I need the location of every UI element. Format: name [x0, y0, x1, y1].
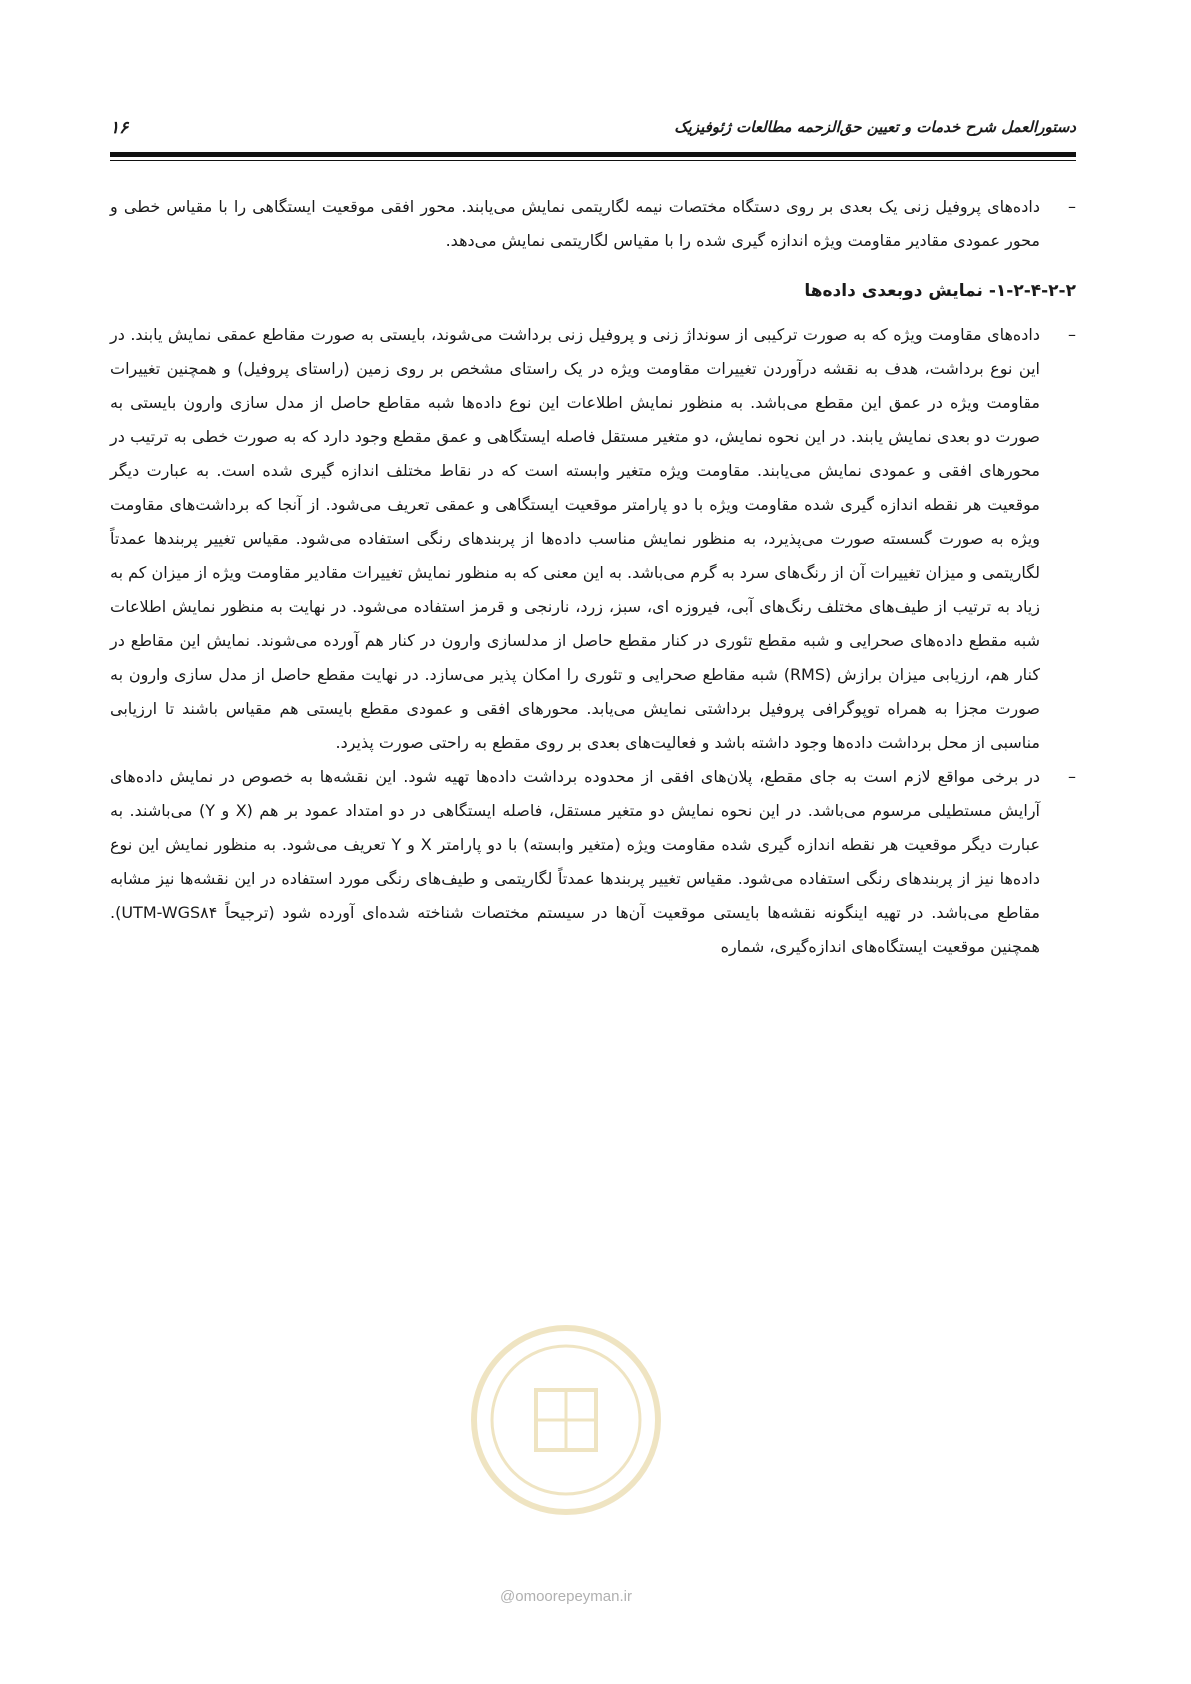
- paragraph-text: در برخی مواقع لازم است به جای مقطع، پلان‌های افقی از محدوده برداشت داده‌ها تهیه شود. این نقشه‌ها به خصوص در نمایش داده‌های آرایش مستطیلی مرسوم می‌باشد. در این نحوه نمایش دو متغیر مستقل، فاصله ایستگاهی در دو امتداد عمود بر هم (X و Y) می‌باشند. به عبارت دیگر موقعیت هر نقطه اندازه گیری شده مقاومت ویژه (متغیر وابسته) با دو پارامتر X و Y تعریف می‌شود. به منظور نمایش این نوع داده‌ها نیز از پربندهای رنگی استفاده می‌شود. مقیاس تغییر پربندها عمدتاً لگاریتمی و طیف‌های رنگی مورد استفاده در این نقشه‌ها نیز مشابه مقاطع می‌باشد. در تهیه اینگونه نقشه‌ها بایستی موقعیت آن‌ها در سیستم مختصات شناخته شده‌ای آورده شود (ترجیحاً UTM-WGS۸۴). همچنین موقعیت ایستگاه‌های اندازه‌گیری، شماره: [110, 767, 1040, 956]
- page-header: [110, 118, 1076, 148]
- bullet-paragraph-horizontal-plans: [110, 760, 1076, 964]
- paragraph-text: داده‌های پروفیل زنی یک بعدی بر روی دستگاه مختصات نیمه لگاریتمی نمایش می‌یابند. محور افقی موقعیت ایستگاهی را با مقیاس خطی و محور عمودی مقادیر مقاومت ویژه اندازه گیری شده را با مقیاس لگاریتمی نمایش می‌دهد.: [110, 197, 1040, 250]
- bullet-paragraph-2d-sections: [110, 318, 1076, 760]
- header-rule-thick: [110, 152, 1076, 157]
- bullet-dash: –: [1068, 197, 1076, 216]
- watermark-site: @omoorepeyman.ir: [500, 1588, 632, 1605]
- bullet-paragraph-1d-profiling: [110, 190, 1076, 258]
- page-number: ۱۶: [110, 118, 129, 138]
- paragraph-text: داده‌های مقاومت ویژه که به صورت ترکیبی از سونداژ زنی و پروفیل زنی برداشت می‌شوند، بایستی به صورت مقاطع عمقی نمایش یابند. در این نوع برداشت، هدف به نقشه درآوردن تغییرات مقاومت ویژه در یک راستای مشخص بر روی زمین (راستای پروفیل) و همچنین تغییرات مقاومت ویژه در عمق این مقطع می‌باشد. به منظور نمایش اطلاعات این نوع داده‌ها شبه مقاطع حاصل از مدل سازی وارون بایستی به صورت دو بعدی نمایش یابند. در این نحوه نمایش، دو متغیر مستقل فاصله ایستگاهی و عمق مقطع وجود دارد که به صورت خطی به ترتیب در محورهای افقی و عمودی نمایش می‌یابند. مقاومت ویژه متغیر وابسته است که در نقاط مختلف اندازه گیری شده است. به عبارت دیگر موقعیت هر نقطه اندازه گیری شده مقاومت ویژه با دو پارامتر موقعیت ایستگاهی و عمقی تعریف می‌شود. از آنجا که برداشت‌های مقاومت ویژه به صورت گسسته صورت می‌پذیرد، به منظور نمایش مناسب داده‌ها از پربندهای رنگی استفاده می‌شود. مقیاس تغییر پربندها عمدتاً لگاریتمی و میزان تغییرات آن از رنگ‌های سرد به گرم می‌باشد. به این معنی که به منظور نمایش تغییرات مقادیر مقاومت ویژه از میزان کم به زیاد به ترتیب از طیف‌های مختلف رنگ‌های آبی، فیروزه ای، سبز، زرد، نارنجی و قرمز استفاده می‌شود. در نهایت به منظور نمایش اطلاعات شبه مقطع داده‌های صحرایی و شبه مقطع تئوری در کنار مقطع حاصل از مدلسازی وارون در کنار هم آورده می‌شوند. نمایش این مقاطع در کنار هم، ارزیابی میزان برازش (RMS) شبه مقاطع صحرایی و تئوری را امکان پذیر می‌سازد. در نهایت مقطع حاصل از مدل سازی وارون به صورت مجزا به همراه توپوگرافی پروفیل برداشتی نمایش می‌یابد. محورهای افقی و عمودی مقطع بایستی هم مقیاس باشند تا ارزیابی مناسبی از محل برداشت داده‌ها وجود داشته باشد و فعالیت‌های بعدی بر روی مقطع به راحتی صورت پذیرد.: [110, 325, 1040, 752]
- document-body: [110, 190, 1076, 964]
- section-heading: ۱-۲-۴-۲-۲- نمایش دوبعدی داده‌ها: [804, 281, 1076, 301]
- bullet-dash: –: [1068, 325, 1076, 344]
- header-rule-thin: [110, 160, 1076, 161]
- watermark-seal-icon: [466, 1320, 666, 1520]
- bullet-dash: –: [1068, 767, 1076, 786]
- header-title: دستورالعمل شرح خدمات و تعیین حق‌الزحمه مطالعات ژئوفیزیک: [674, 118, 1076, 136]
